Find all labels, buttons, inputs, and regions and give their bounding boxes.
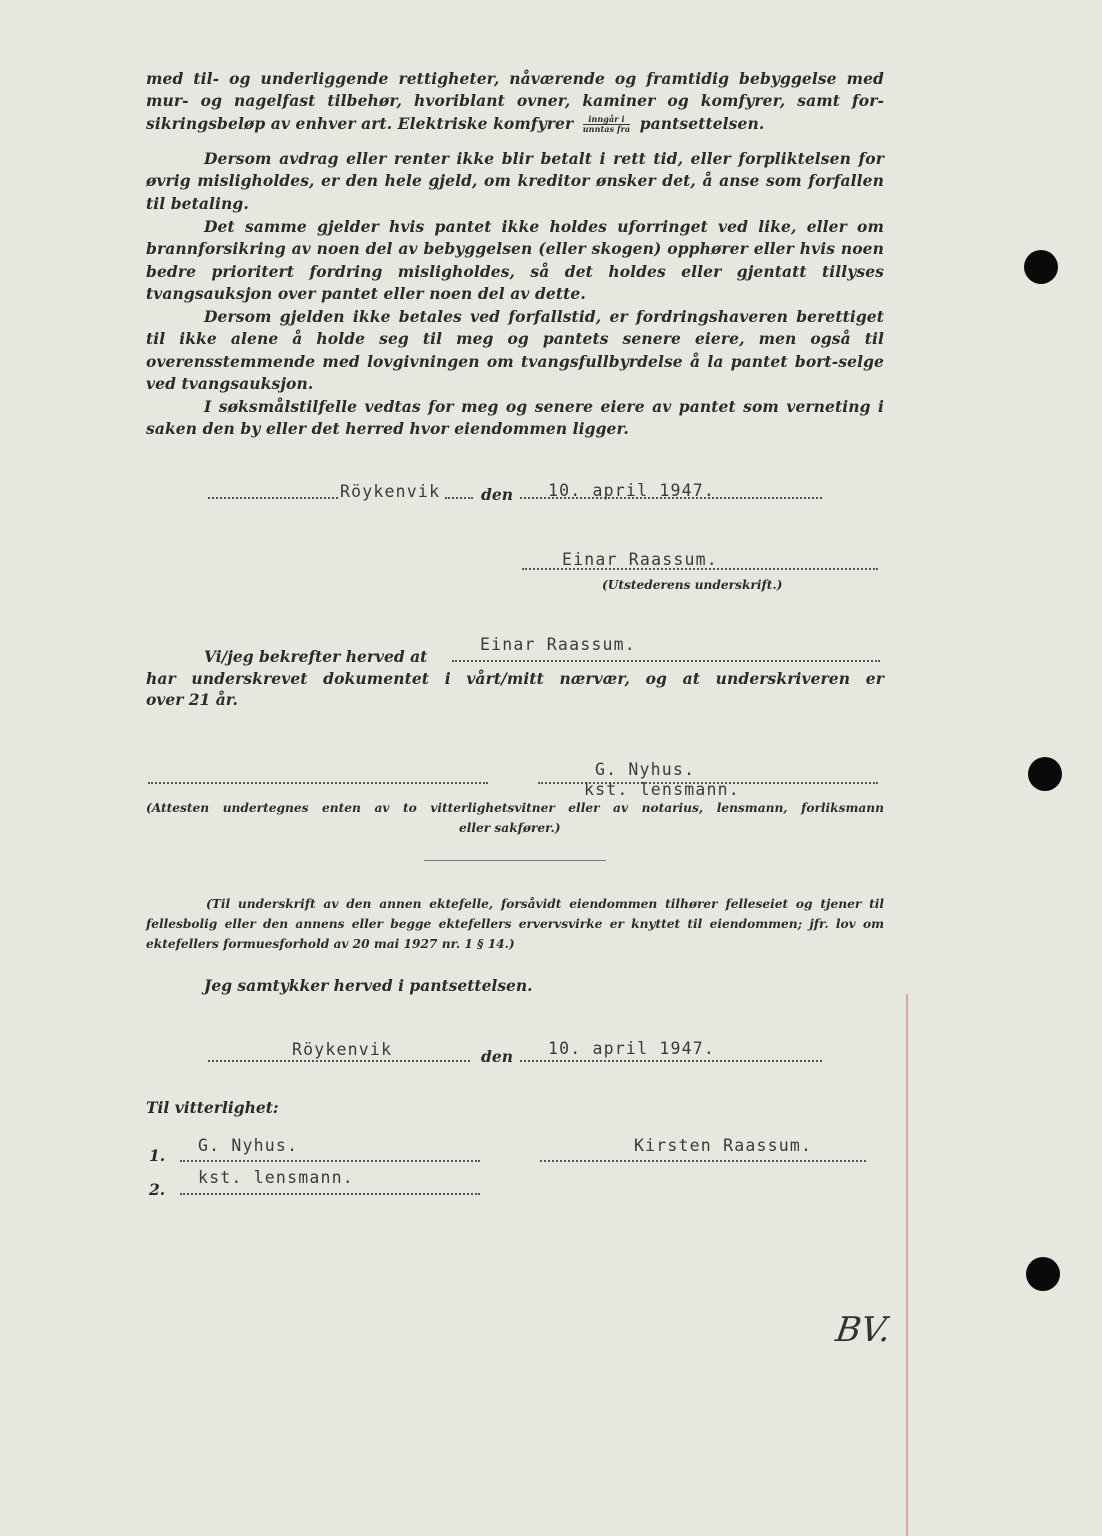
place-2: Röykenvik [292, 1040, 393, 1059]
spouse-dotted-line [540, 1160, 866, 1162]
confirm-prefix: Vi/jeg bekrefter herved at [204, 647, 428, 666]
separator-rule [424, 860, 606, 861]
witness-sign-name: G. Nyhus. [595, 760, 696, 779]
attest-note: (Attesten undertegnes enten av to vitterlighetsvitner eller av notarius, lensmann, forliksmann [146, 801, 884, 815]
issuer-dotted-line [522, 568, 878, 570]
paragraph-1-text: med til- og underliggende rettigheter, nåværende og framtidig bebyggelse med mur- og nagelfast tilbehør, hvoriblant ovner, kaminer og komfyrer, samt for-sikringsbeløp av enhver art. Elektriske komfyrer [146, 69, 884, 133]
witness-2-number: 2. [149, 1180, 166, 1199]
witness-heading: Til vitterlighet: [146, 1098, 279, 1117]
witness-dotted-line-left [148, 782, 488, 784]
margin-line [906, 994, 908, 1536]
den-label-1: den [481, 485, 513, 504]
date-dotted-line-2 [520, 1060, 822, 1062]
witness-1-dotted-line [180, 1160, 480, 1162]
fraction-top: inngår i [583, 115, 630, 125]
consent-statement: Jeg samtykker herved i pantsettelsen. [204, 976, 533, 995]
witness-1-number: 1. [149, 1146, 166, 1165]
confirm-line-2: har underskrevet dokumentet i vårt/mitt nærvær, og at underskriveren er [146, 669, 884, 688]
place-dotted-line-2 [208, 1060, 470, 1062]
body-paragraph-1 [146, 68, 884, 135]
fraction-choice [583, 115, 630, 134]
witness-sign-title: kst. lensmann. [584, 780, 740, 799]
paragraph-4-text: Dersom gjelden ikke betales ved forfallstid, er fordringshaveren berettiget til ikke alene å holde seg til meg og pantets senere eiere, men også til overensstemmende med lovgivningen om tvangsfullbyrdelse å la pantet bort-selge ved tvangsauksjon. [146, 307, 884, 394]
place-dotted-line-1 [208, 497, 338, 499]
issuer-caption: (Utstederens underskrift.) [602, 578, 783, 592]
paragraph-3-text: Det samme gjelder hvis pantet ikke holdes uforringet ved like, eller om brannforsikring av noen del av bebyggelsen (eller skogen) opphører eller hvis noen bedre prioritert fordring misligholdes, så det holdes eller gjentatt tillyses tvangsauksjon over pantet eller noen del av dette. [146, 217, 884, 304]
handwritten-initials: BV. [833, 1310, 894, 1350]
den-label-2: den [481, 1047, 513, 1066]
paragraph-5-text: I søksmålstilfelle vedtas for meg og senere eiere av pantet som verneting i saken den by eller det herred hvor eiendommen ligger. [146, 397, 884, 439]
confirm-dotted-line [452, 660, 880, 662]
confirm-name: Einar Raassum. [480, 635, 636, 654]
witness-2-dotted-line [180, 1193, 480, 1195]
body-paragraph-5 [146, 396, 884, 441]
place-tail-dots-1 [445, 497, 473, 499]
witness-2-name: kst. lensmann. [198, 1168, 354, 1187]
attest-note-2: eller sakfører.) [459, 821, 561, 835]
body-paragraph-4 [146, 306, 884, 396]
punch-hole-top [1024, 250, 1058, 284]
body-paragraph-2 [146, 148, 884, 215]
paragraph-2-text: Dersom avdrag eller renter ikke blir betalt i rett tid, eller forpliktelsen for øvrig misligholdes, er den hele gjeld, om kreditor ønsker det, å anse som forfallen til betaling. [146, 149, 884, 213]
date-1: 10. april 1947. [548, 481, 716, 500]
confirm-line-3: over 21 år. [146, 690, 238, 709]
paragraph-1-end: pantsettelsen. [639, 113, 765, 133]
body-paragraph-3 [146, 216, 884, 306]
spouse-note: (Til underskrift av den annen ektefelle, forsåvidt eiendommen tilhører felleseiet og tjener til fellesbolig eller den annens eller begge ektefellers ervervsvirke er knyttet til eiendommen; jfr. lov om ektefellers formuesforhold av 20 mai 1927 nr. 1 § 14.) [146, 897, 884, 951]
punch-hole-bottom [1026, 1257, 1060, 1291]
issuer-signature: Einar Raassum. [562, 550, 718, 569]
witness-1-name: G. Nyhus. [198, 1136, 299, 1155]
date-2: 10. april 1947. [548, 1039, 716, 1058]
place-1: Röykenvik [340, 482, 441, 501]
fraction-bottom: unntas fra [582, 124, 631, 135]
spouse-signature: Kirsten Raassum. [634, 1136, 813, 1155]
punch-hole-middle [1028, 757, 1062, 791]
